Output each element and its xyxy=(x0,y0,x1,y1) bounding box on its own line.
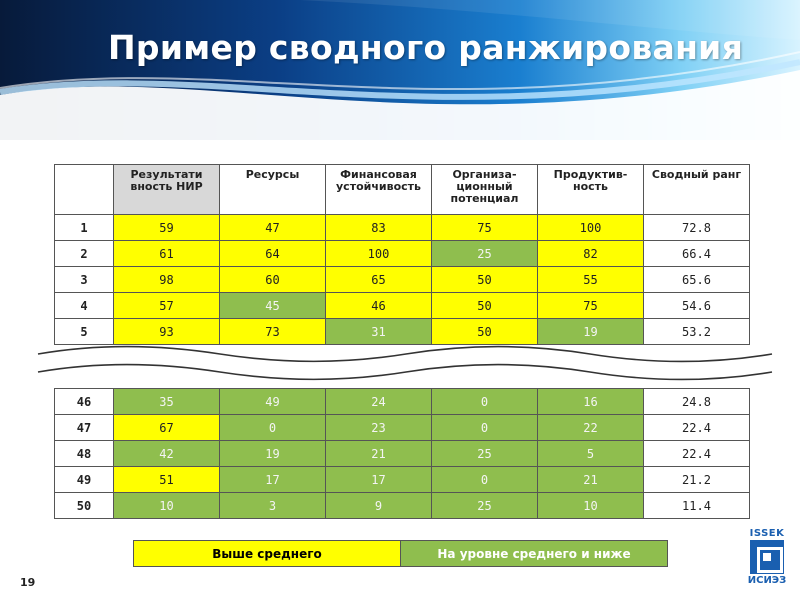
summary-rank-cell: 11.4 xyxy=(644,493,750,519)
score-cell: 10 xyxy=(114,493,220,519)
score-cell: 9 xyxy=(326,493,432,519)
score-cell: 55 xyxy=(538,267,644,293)
legend-average-or-below: На уровне среднего и ниже xyxy=(401,541,667,566)
header-rank xyxy=(55,165,114,215)
score-cell: 16 xyxy=(538,389,644,415)
rank-cell: 49 xyxy=(55,467,114,493)
score-cell: 60 xyxy=(220,267,326,293)
top-rows xyxy=(55,215,750,345)
score-cell: 49 xyxy=(220,389,326,415)
score-cell: 73 xyxy=(220,319,326,345)
score-cell: 64 xyxy=(220,241,326,267)
header-summary-rank: Сводный ранг xyxy=(644,165,750,215)
score-cell: 67 xyxy=(114,415,220,441)
rank-cell: 46 xyxy=(55,389,114,415)
summary-rank-cell: 24.8 xyxy=(644,389,750,415)
table-row xyxy=(55,241,750,267)
slide-number: 19 xyxy=(20,576,36,589)
score-cell: 35 xyxy=(114,389,220,415)
score-cell: 93 xyxy=(114,319,220,345)
score-cell: 31 xyxy=(326,319,432,345)
score-cell: 50 xyxy=(432,319,538,345)
score-cell: 98 xyxy=(114,267,220,293)
score-cell: 17 xyxy=(326,467,432,493)
score-cell: 24 xyxy=(326,389,432,415)
header-productivity: Продуктив- ность xyxy=(538,165,644,215)
score-cell: 5 xyxy=(538,441,644,467)
table-row xyxy=(55,215,750,241)
summary-rank-cell: 53.2 xyxy=(644,319,750,345)
table-row xyxy=(55,389,750,415)
summary-rank-cell: 21.2 xyxy=(644,467,750,493)
header-resources: Ресурсы xyxy=(220,165,326,215)
score-cell: 57 xyxy=(114,293,220,319)
rank-cell: 2 xyxy=(55,241,114,267)
rank-cell: 47 xyxy=(55,415,114,441)
table-row xyxy=(55,293,750,319)
summary-rank-cell: 66.4 xyxy=(644,241,750,267)
score-cell: 82 xyxy=(538,241,644,267)
score-cell: 46 xyxy=(326,293,432,319)
score-cell: 0 xyxy=(220,415,326,441)
score-cell: 50 xyxy=(432,267,538,293)
summary-rank-cell: 22.4 xyxy=(644,415,750,441)
rank-cell: 3 xyxy=(55,267,114,293)
table-row xyxy=(55,267,750,293)
score-cell: 0 xyxy=(432,415,538,441)
score-cell: 75 xyxy=(432,215,538,241)
legend-above-average: Выше среднего xyxy=(134,541,401,566)
score-cell: 51 xyxy=(114,467,220,493)
table-break-wave xyxy=(36,340,774,386)
logo-mark-icon xyxy=(750,540,784,574)
score-cell: 100 xyxy=(326,241,432,267)
score-cell: 21 xyxy=(326,441,432,467)
summary-rank-cell: 22.4 xyxy=(644,441,750,467)
issek-logo xyxy=(740,528,794,592)
rank-cell: 50 xyxy=(55,493,114,519)
table-row xyxy=(55,441,750,467)
summary-rank-cell: 72.8 xyxy=(644,215,750,241)
score-cell: 45 xyxy=(220,293,326,319)
page-title: Пример сводного ранжирования xyxy=(108,28,744,67)
logo-top-text: ISSEK xyxy=(749,528,785,539)
score-cell: 83 xyxy=(326,215,432,241)
score-cell: 42 xyxy=(114,441,220,467)
score-cell: 0 xyxy=(432,467,538,493)
rank-cell: 5 xyxy=(55,319,114,345)
rank-cell: 48 xyxy=(55,441,114,467)
score-cell: 21 xyxy=(538,467,644,493)
score-cell: 10 xyxy=(538,493,644,519)
score-cell: 59 xyxy=(114,215,220,241)
score-cell: 3 xyxy=(220,493,326,519)
score-cell: 17 xyxy=(220,467,326,493)
score-cell: 75 xyxy=(538,293,644,319)
header-decoration xyxy=(0,0,800,140)
table-header-row xyxy=(55,165,750,215)
score-cell: 22 xyxy=(538,415,644,441)
header-financial-stability: Финансовая устойчивость xyxy=(326,165,432,215)
score-cell: 65 xyxy=(326,267,432,293)
bottom-rows xyxy=(55,389,750,519)
table-row xyxy=(55,415,750,441)
score-cell: 47 xyxy=(220,215,326,241)
summary-rank-cell: 54.6 xyxy=(644,293,750,319)
score-cell: 100 xyxy=(538,215,644,241)
slide-header xyxy=(0,0,800,140)
score-cell: 25 xyxy=(432,493,538,519)
table-row xyxy=(55,467,750,493)
header-organizational-potential: Организа- ционный потенциал xyxy=(432,165,538,215)
score-cell: 19 xyxy=(220,441,326,467)
score-cell: 50 xyxy=(432,293,538,319)
score-cell: 25 xyxy=(432,441,538,467)
rank-cell: 4 xyxy=(55,293,114,319)
logo-bottom-text: ИСИЭЗ xyxy=(747,575,787,586)
summary-rank-cell: 65.6 xyxy=(644,267,750,293)
table-row xyxy=(55,493,750,519)
rank-cell: 1 xyxy=(55,215,114,241)
score-cell: 0 xyxy=(432,389,538,415)
score-cell: 61 xyxy=(114,241,220,267)
score-cell: 25 xyxy=(432,241,538,267)
header-research-results: Результати вность НИР xyxy=(114,165,220,215)
score-cell: 19 xyxy=(538,319,644,345)
color-legend xyxy=(133,540,668,567)
score-cell: 23 xyxy=(326,415,432,441)
